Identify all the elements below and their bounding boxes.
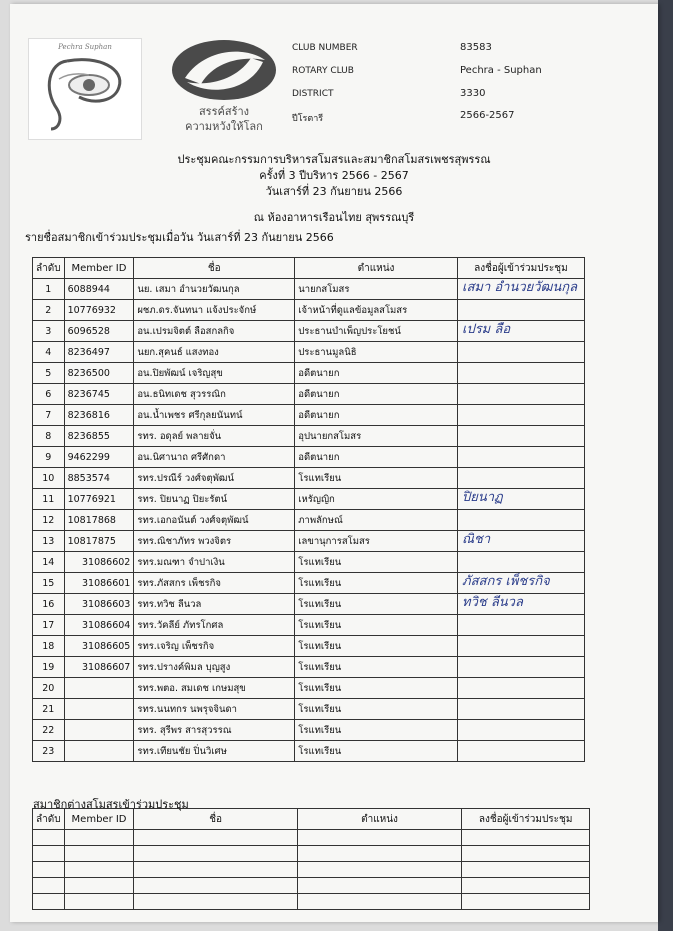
district-label: DISTRICT bbox=[292, 89, 334, 99]
row-number: 19 bbox=[33, 657, 65, 678]
member-id: 8236497 bbox=[64, 342, 134, 363]
row-number: 6 bbox=[33, 384, 65, 405]
col-header-position: ตำแหน่ง bbox=[295, 258, 458, 279]
member-name: รทร.มณฑา จำปาเงิน bbox=[134, 552, 295, 573]
member-id: 8236855 bbox=[64, 426, 134, 447]
member-id bbox=[64, 699, 134, 720]
guest-empty-cell bbox=[297, 894, 462, 910]
member-position: โรแทเรียน bbox=[295, 741, 458, 762]
handwritten-signature: ปิยนาฏ bbox=[462, 490, 503, 505]
handwritten-signature: ภัสสกร เพ็ชรกิจ bbox=[462, 574, 550, 589]
table-row bbox=[33, 741, 585, 762]
handwritten-signature: ณิชา bbox=[462, 532, 491, 547]
row-number: 23 bbox=[33, 741, 65, 762]
signature-cell bbox=[457, 405, 584, 426]
signature-cell bbox=[457, 720, 584, 741]
guest-empty-cell bbox=[297, 878, 462, 894]
member-id: 10817868 bbox=[64, 510, 134, 531]
member-position: อุปนายกสโมสร bbox=[295, 426, 458, 447]
signature-cell bbox=[457, 678, 584, 699]
guest-empty-cell bbox=[33, 878, 65, 894]
member-name: นย. เสมา อำนวยวัฒนกุล bbox=[134, 279, 295, 300]
row-number: 1 bbox=[33, 279, 65, 300]
member-position: โรแทเรียน bbox=[295, 678, 458, 699]
member-name: รทร.ณิชาภัทร พวงจิตร bbox=[134, 531, 295, 552]
member-id bbox=[64, 741, 134, 762]
guest-empty-cell bbox=[33, 862, 65, 878]
member-id: 31086602 bbox=[64, 552, 134, 573]
row-number: 22 bbox=[33, 720, 65, 741]
guest-empty-cell bbox=[134, 878, 297, 894]
rotary-year-value: 2566-2567 bbox=[460, 110, 515, 121]
member-name: รทร.พตอ. สมเดช เกษมสุข bbox=[134, 678, 295, 699]
member-name: รทร.ปรณีร์ วงศ์จตุพัฒน์ bbox=[134, 468, 295, 489]
table-row bbox=[33, 678, 585, 699]
row-number: 7 bbox=[33, 405, 65, 426]
guest-empty-cell bbox=[134, 830, 297, 846]
member-position: โรแทเรียน bbox=[295, 720, 458, 741]
member-id: 31086607 bbox=[64, 657, 134, 678]
rotary-swirl-icon bbox=[165, 38, 283, 102]
member-id: 6088944 bbox=[64, 279, 134, 300]
table-row bbox=[33, 447, 585, 468]
member-position: อดีตนายก bbox=[295, 384, 458, 405]
row-number: 11 bbox=[33, 489, 65, 510]
col-header-name: ชื่อ bbox=[134, 258, 295, 279]
table-row bbox=[33, 615, 585, 636]
row-number: 14 bbox=[33, 552, 65, 573]
meeting-title: ประชุมคณะกรรมการบริหารสโมสรและสมาชิกสโมสรเพชรสุพรรณ bbox=[177, 153, 491, 166]
guest-col-header-position: ตำแหน่ง bbox=[297, 809, 462, 830]
guest-empty-cell bbox=[33, 830, 65, 846]
member-id: 8853574 bbox=[64, 468, 134, 489]
member-position: อดีตนายก bbox=[295, 447, 458, 468]
row-number: 20 bbox=[33, 678, 65, 699]
guest-empty-cell bbox=[462, 894, 590, 910]
club-number-value: 83583 bbox=[460, 42, 492, 53]
guest-table-row bbox=[33, 830, 590, 846]
member-name: รทร.นนทกร นพรุจจินดา bbox=[134, 699, 295, 720]
row-number: 12 bbox=[33, 510, 65, 531]
member-id: 8236500 bbox=[64, 363, 134, 384]
member-id: 31086603 bbox=[64, 594, 134, 615]
table-row bbox=[33, 720, 585, 741]
row-number: 10 bbox=[33, 468, 65, 489]
member-id bbox=[64, 678, 134, 699]
guest-empty-cell bbox=[64, 830, 134, 846]
guest-empty-cell bbox=[462, 878, 590, 894]
guest-members-table bbox=[32, 808, 590, 910]
meeting-venue: ณ ห้องอาหารเรือนไทย สุพรรณบุรี bbox=[253, 211, 415, 224]
attendance-list-title: รายชื่อสมาชิกเข้าร่วมประชุมเมื่อวัน วันเสาร์ที่ 23 กันยายน 2566 bbox=[25, 231, 334, 244]
table-row bbox=[33, 384, 585, 405]
table-row bbox=[33, 636, 585, 657]
member-id: 31086601 bbox=[64, 573, 134, 594]
member-name: รทร.ปรางค์พิมล บุญสูง bbox=[134, 657, 295, 678]
guest-empty-cell bbox=[33, 894, 65, 910]
member-name: รทร.ภัสสกร เพ็ชรกิจ bbox=[134, 573, 295, 594]
rotary-theme-line1: สรรค์สร้าง bbox=[198, 105, 250, 118]
member-name: รทร. อดุลย์ พลายจั่น bbox=[134, 426, 295, 447]
desk-edge bbox=[658, 0, 673, 931]
member-position: โรแทเรียน bbox=[295, 615, 458, 636]
guest-empty-cell bbox=[462, 846, 590, 862]
rotary-club-label: ROTARY CLUB bbox=[292, 66, 354, 76]
member-name: นยก.สุคนธ์ แสงทอง bbox=[134, 342, 295, 363]
guest-empty-cell bbox=[64, 894, 134, 910]
club-number-label: CLUB NUMBER bbox=[292, 43, 358, 53]
member-name: อน.น้ำเพชร ศรีกุลยนันทน์ bbox=[134, 405, 295, 426]
member-position: โรแทเรียน bbox=[295, 657, 458, 678]
guest-empty-cell bbox=[134, 894, 297, 910]
table-row bbox=[33, 363, 585, 384]
row-number: 4 bbox=[33, 342, 65, 363]
handwritten-signature: เสมา อำนวยวัฒนกุล bbox=[462, 280, 578, 295]
row-number: 8 bbox=[33, 426, 65, 447]
col-header-no: ลำดับ bbox=[33, 258, 65, 279]
guest-table-row bbox=[33, 878, 590, 894]
guest-empty-cell bbox=[297, 862, 462, 878]
member-name: รทร.เทียนชัย ปิ่นวิเศษ bbox=[134, 741, 295, 762]
row-number: 21 bbox=[33, 699, 65, 720]
guest-empty-cell bbox=[297, 846, 462, 862]
guest-table-row bbox=[33, 862, 590, 878]
member-position: เลขานุการสโมสร bbox=[295, 531, 458, 552]
guest-table-row bbox=[33, 846, 590, 862]
row-number: 15 bbox=[33, 573, 65, 594]
member-name: อน.นิศานาถ ศรีศักดา bbox=[134, 447, 295, 468]
guest-empty-cell bbox=[462, 830, 590, 846]
row-number: 3 bbox=[33, 321, 65, 342]
member-position: โรแทเรียน bbox=[295, 573, 458, 594]
club-logo bbox=[28, 38, 142, 140]
member-position: อดีตนายก bbox=[295, 363, 458, 384]
guest-empty-cell bbox=[134, 846, 297, 862]
member-id: 8236745 bbox=[64, 384, 134, 405]
member-position: ประธานบำเพ็ญประโยชน์ bbox=[295, 321, 458, 342]
row-number: 5 bbox=[33, 363, 65, 384]
rotary-year-label: ปีโรตารี bbox=[292, 114, 324, 124]
member-name: อน.เปรมจิตต์ ลือสกลกิจ bbox=[134, 321, 295, 342]
district-value: 3330 bbox=[460, 88, 486, 99]
table-row bbox=[33, 510, 585, 531]
member-position: โรแทเรียน bbox=[295, 636, 458, 657]
row-number: 2 bbox=[33, 300, 65, 321]
meeting-date: วันเสาร์ที่ 23 กันยายน 2566 bbox=[265, 185, 403, 198]
guest-empty-cell bbox=[64, 846, 134, 862]
guest-table-header bbox=[33, 809, 590, 830]
signature-cell bbox=[457, 447, 584, 468]
table-row bbox=[33, 426, 585, 447]
row-number: 17 bbox=[33, 615, 65, 636]
guest-empty-cell bbox=[64, 878, 134, 894]
table-row bbox=[33, 531, 585, 552]
member-position: โรแทเรียน bbox=[295, 699, 458, 720]
rotary-theme-line2: ความหวังให้โลก bbox=[185, 120, 263, 133]
signature-cell bbox=[457, 363, 584, 384]
guest-empty-cell bbox=[33, 846, 65, 862]
member-position: ประธานมูลนิธิ bbox=[295, 342, 458, 363]
member-id bbox=[64, 720, 134, 741]
member-id: 10776921 bbox=[64, 489, 134, 510]
member-id: 31086605 bbox=[64, 636, 134, 657]
row-number: 9 bbox=[33, 447, 65, 468]
table-row bbox=[33, 657, 585, 678]
member-position: อดีตนายก bbox=[295, 405, 458, 426]
member-position: โรแทเรียน bbox=[295, 468, 458, 489]
member-name: รทร.ทวิช ลีนวล bbox=[134, 594, 295, 615]
member-position: นายกสโมสร bbox=[295, 279, 458, 300]
guest-col-header-name: ชื่อ bbox=[134, 809, 297, 830]
member-name: รทร. ปิยนาฏ ปิยะรัตน์ bbox=[134, 489, 295, 510]
member-id: 9462299 bbox=[64, 447, 134, 468]
club-logo-caption: Pechra Suphan bbox=[58, 43, 112, 51]
guest-col-header-no: ลำดับ bbox=[33, 809, 65, 830]
member-position: เจ้าหน้าที่ดูแลข้อมูลสโมสร bbox=[295, 300, 458, 321]
guest-empty-cell bbox=[134, 862, 297, 878]
col-header-signature: ลงชื่อผู้เข้าร่วมประชุม bbox=[457, 258, 584, 279]
signature-cell bbox=[457, 615, 584, 636]
guest-col-header-member-id: Member ID bbox=[64, 809, 134, 830]
member-name: รทร.วัคลีย์ ภัทรโกศล bbox=[134, 615, 295, 636]
member-name: ผชภ.ดร.จันทนา แจ้งประจักษ์ bbox=[134, 300, 295, 321]
guest-table-row bbox=[33, 894, 590, 910]
rotary-club-value: Pechra - Suphan bbox=[460, 65, 542, 76]
member-id: 6096528 bbox=[64, 321, 134, 342]
member-position: โรแทเรียน bbox=[295, 594, 458, 615]
signature-cell bbox=[457, 741, 584, 762]
col-header-member-id: Member ID bbox=[64, 258, 134, 279]
member-name: รทร.เอกอนันต์ วงศ์จตุพัฒน์ bbox=[134, 510, 295, 531]
member-id: 8236816 bbox=[64, 405, 134, 426]
member-name: รทร.เจริญ เพ็ชรกิจ bbox=[134, 636, 295, 657]
row-number: 13 bbox=[33, 531, 65, 552]
p-logo-icon bbox=[29, 49, 141, 135]
meeting-session: ครั้งที่ 3 ปีบริหาร 2566 - 2567 bbox=[259, 169, 409, 182]
guest-empty-cell bbox=[297, 830, 462, 846]
guest-members-title: สมาชิกต่างสโมสรเข้าร่วมประชุม bbox=[33, 798, 189, 811]
handwritten-signature: เปรม ลือ bbox=[462, 322, 511, 337]
signature-cell bbox=[457, 426, 584, 447]
row-number: 18 bbox=[33, 636, 65, 657]
member-name: อน.ธนิทเดช สุวรรณิก bbox=[134, 384, 295, 405]
guest-col-header-signature: ลงชื่อผู้เข้าร่วมประชุม bbox=[462, 809, 590, 830]
member-position: โรแทเรียน bbox=[295, 552, 458, 573]
signature-cell bbox=[457, 636, 584, 657]
signature-cell bbox=[457, 342, 584, 363]
signature-cell bbox=[457, 699, 584, 720]
guest-empty-cell bbox=[462, 862, 590, 878]
member-id: 10776932 bbox=[64, 300, 134, 321]
member-id: 10817875 bbox=[64, 531, 134, 552]
signature-cell bbox=[457, 384, 584, 405]
member-position: เหรัญญิก bbox=[295, 489, 458, 510]
member-name: อน.ปิยพัฒน์ เจริญสุข bbox=[134, 363, 295, 384]
table-row bbox=[33, 405, 585, 426]
member-id: 31086604 bbox=[64, 615, 134, 636]
signature-cell bbox=[457, 657, 584, 678]
table-row bbox=[33, 342, 585, 363]
handwritten-signature: ทวิช ลีนวล bbox=[462, 595, 523, 610]
rotary-theme-logo bbox=[165, 38, 283, 134]
table-row bbox=[33, 699, 585, 720]
member-position: ภาพลักษณ์ bbox=[295, 510, 458, 531]
member-name: รทร. สุรีพร สารสุวรรณ bbox=[134, 720, 295, 741]
row-number: 16 bbox=[33, 594, 65, 615]
guest-empty-cell bbox=[64, 862, 134, 878]
